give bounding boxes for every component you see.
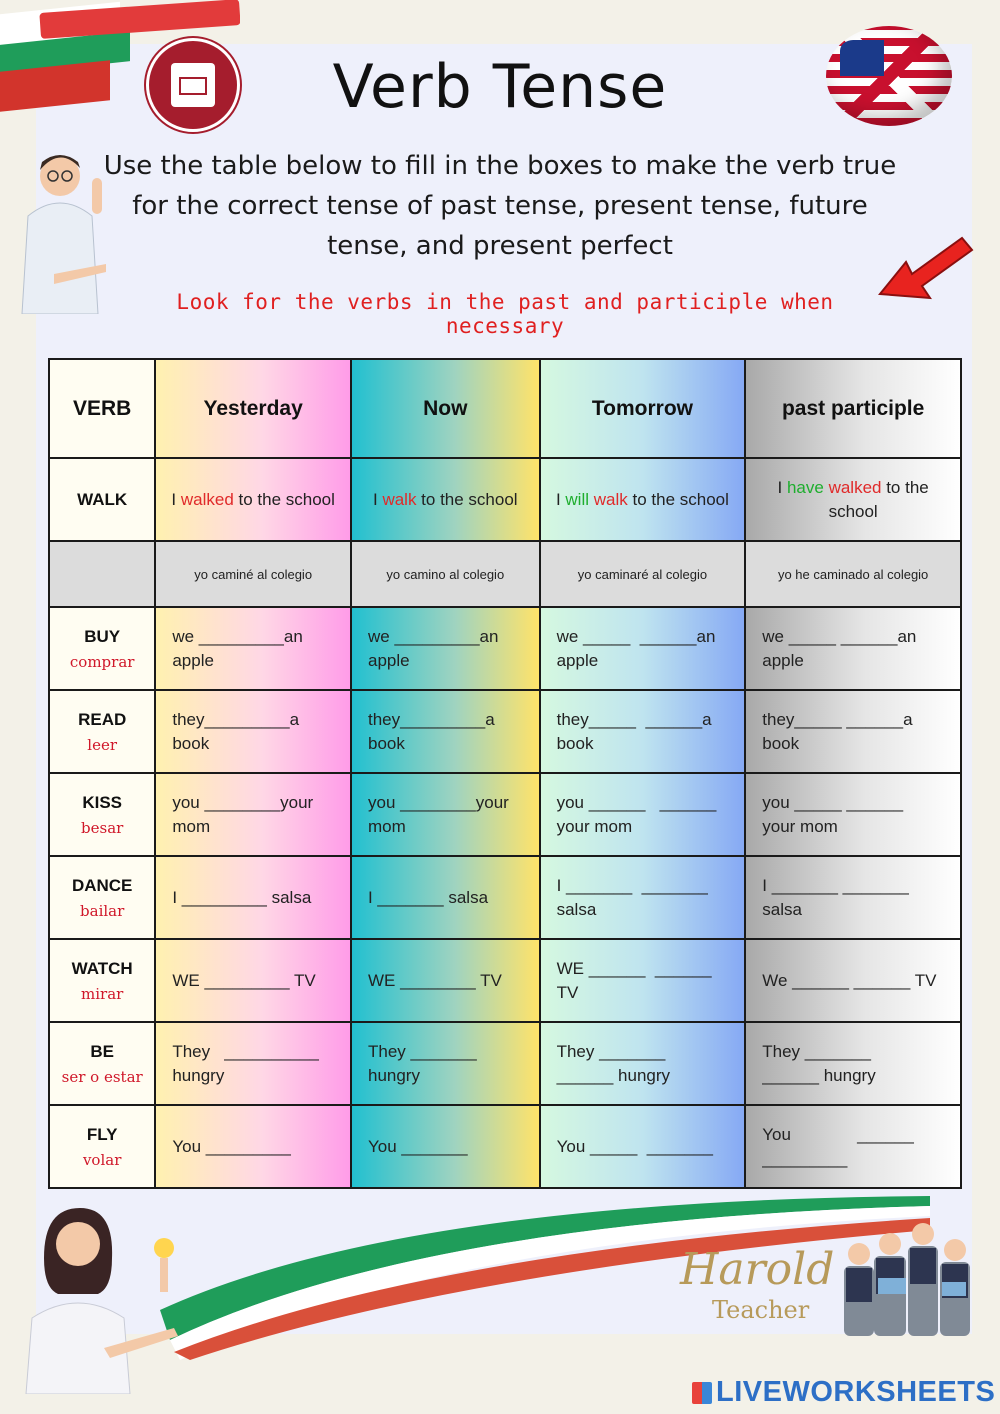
teacher-illustration: [14, 146, 114, 314]
answer-cell[interactable]: they_____ ______a book: [745, 690, 961, 773]
question-row-fly: [49, 1105, 961, 1188]
example-cell-tomorrow: I will walk to the school: [540, 458, 746, 541]
verb-spanish: mirar: [81, 984, 124, 1003]
verb-cell: [49, 773, 155, 856]
header-verb: VERB: [49, 359, 155, 458]
header-tomorrow: Tomorrow: [540, 359, 746, 458]
answer-cell[interactable]: I _______ _______ salsa: [745, 856, 961, 939]
liveworksheets-logo-icon: [692, 1382, 712, 1404]
answer-cell[interactable]: they_________a book: [351, 690, 540, 773]
verb-english: READ: [78, 709, 127, 729]
red-arrow-icon: [876, 232, 976, 308]
example-cell-past-participle: I have walked to the school: [745, 458, 961, 541]
verb-cell: [49, 939, 155, 1022]
translation-cell: yo caminaré al colegio: [540, 541, 746, 607]
answer-cell[interactable]: You _______: [351, 1105, 540, 1188]
verb-cell: [49, 1022, 155, 1105]
verb-spanish: volar: [82, 1150, 122, 1169]
question-row-kiss: [49, 773, 961, 856]
verb-spanish: leer: [87, 735, 118, 754]
answer-cell[interactable]: we _____ ______an apple: [745, 607, 961, 690]
answer-cell[interactable]: you _____ ______ your mom: [745, 773, 961, 856]
answer-cell[interactable]: we _________an apple: [155, 607, 351, 690]
verb-english: BUY: [84, 626, 121, 646]
translation-cell: yo camino al colegio: [351, 541, 540, 607]
question-row-buy: [49, 607, 961, 690]
hint-note: Look for the verbs in the past and participle when necessary: [176, 290, 834, 338]
answer-cell[interactable]: We ______ ______ TV: [745, 939, 961, 1022]
answer-cell[interactable]: They _______ hungry: [351, 1022, 540, 1105]
example-row: [49, 458, 961, 541]
translation-cell: yo he caminado al colegio: [745, 541, 961, 607]
signature-role: Teacher: [712, 1296, 810, 1324]
verb-cell: [49, 690, 155, 773]
female-teacher-illustration: [14, 1198, 184, 1394]
verb-english: WATCH: [71, 958, 133, 978]
question-row-be: [49, 1022, 961, 1105]
students-group-illustration: [838, 1206, 978, 1374]
answer-cell[interactable]: You _____ _______: [540, 1105, 746, 1188]
answer-cell[interactable]: You _________: [155, 1105, 351, 1188]
verb-spanish: besar: [81, 818, 124, 837]
answer-cell[interactable]: you ______ ______ your mom: [540, 773, 746, 856]
answer-cell[interactable]: we _________an apple: [351, 607, 540, 690]
verb-english: BE: [90, 1041, 114, 1061]
question-row-read: [49, 690, 961, 773]
verb-cell: [49, 1105, 155, 1188]
verb-english: WALK: [77, 489, 128, 509]
answer-cell[interactable]: I _______ _______ salsa: [540, 856, 746, 939]
verb-spanish: bailar: [80, 901, 125, 920]
answer-cell[interactable]: WE ________ TV: [351, 939, 540, 1022]
verb-english: FLY: [86, 1124, 118, 1144]
example-cell-now: I walk to the school: [351, 458, 540, 541]
answer-cell[interactable]: you ________your mom: [351, 773, 540, 856]
translation-row: [49, 541, 961, 607]
answer-cell[interactable]: you ________your mom: [155, 773, 351, 856]
answer-cell[interactable]: You ______ _________: [745, 1105, 961, 1188]
verb-english: DANCE: [71, 875, 133, 895]
answer-cell[interactable]: they_____ ______a book: [540, 690, 746, 773]
header-now: Now: [351, 359, 540, 458]
verb-cell: [49, 856, 155, 939]
verb-cell: [49, 607, 155, 690]
answer-cell[interactable]: I _________ salsa: [155, 856, 351, 939]
answer-cell[interactable]: They _______ ______ hungry: [745, 1022, 961, 1105]
answer-cell[interactable]: we _____ ______an apple: [540, 607, 746, 690]
brand-text: LIVEWORKSHEETS: [716, 1376, 996, 1408]
answer-cell[interactable]: I _______ salsa: [351, 856, 540, 939]
verb-spanish: comprar: [69, 652, 135, 671]
question-row-watch: [49, 939, 961, 1022]
header-past-participle: past participle: [745, 359, 961, 458]
verb-spanish: ser o estar: [61, 1067, 143, 1086]
answer-cell[interactable]: they_________a book: [155, 690, 351, 773]
verb-cell: [49, 458, 155, 541]
question-row-dance: [49, 856, 961, 939]
answer-cell[interactable]: They __________ hungry: [155, 1022, 351, 1105]
page-title: Verb Tense: [332, 52, 668, 122]
example-cell-yesterday: I walked to the school: [155, 458, 351, 541]
answer-cell[interactable]: They _______ ______ hungry: [540, 1022, 746, 1105]
answer-cell[interactable]: WE _________ TV: [155, 939, 351, 1022]
header-yesterday: Yesterday: [155, 359, 351, 458]
liveworksheets-brand[interactable]: [692, 1376, 995, 1409]
verb-tense-table: [48, 358, 962, 1189]
answer-cell[interactable]: WE ______ ______ TV: [540, 939, 746, 1022]
instructions-text: Use the table below to fill in the boxes to make the verb true for the correct tense of past tense, present tense, future tense, and present perfect: [103, 151, 897, 261]
translation-cell: yo caminé al colegio: [155, 541, 351, 607]
translation-blank: [49, 541, 155, 607]
verb-english: KISS: [82, 792, 123, 812]
signature-name: Harold: [680, 1244, 835, 1295]
